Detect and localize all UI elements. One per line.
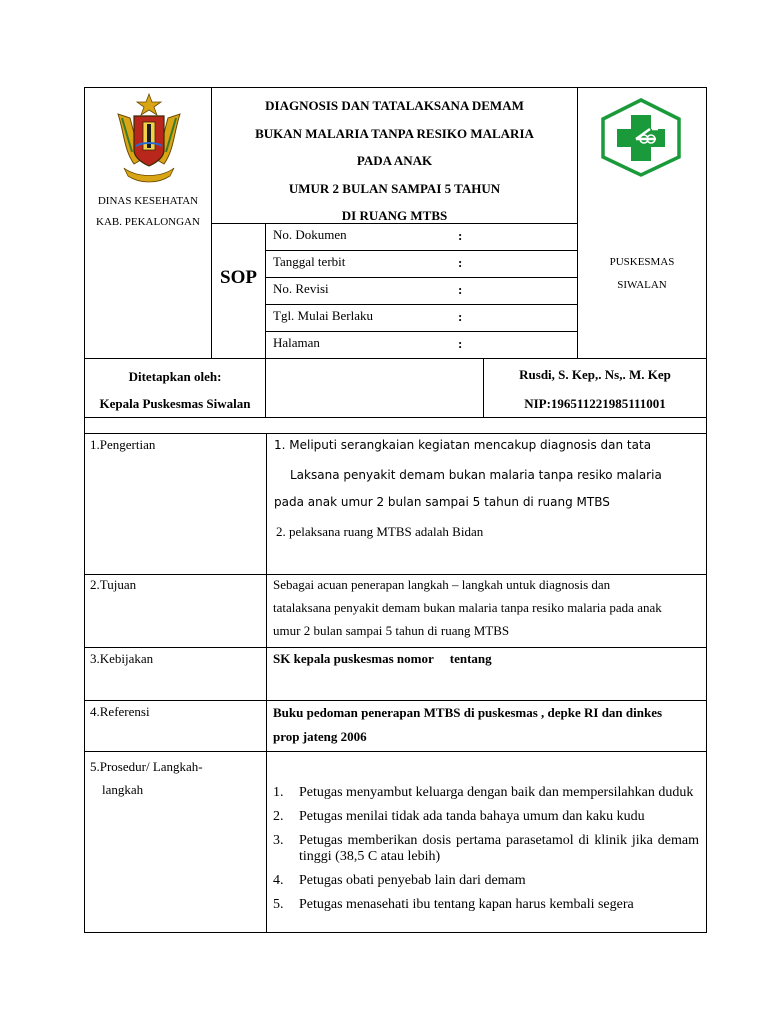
title-line-1: DIAGNOSIS DAN TATALAKSANA DEMAM [265,98,524,113]
step-number: 5. [273,897,284,912]
pengertian-line3: pada anak umur 2 bulan sampai 5 tahun di ruang MTBS [274,495,610,509]
list-item [273,809,699,825]
approval-label-line2: Kepala Puskesmas Siwalan [99,396,251,411]
pengertian-line2: Laksana penyakit demam bukan malaria tanpa resiko malaria [290,468,662,482]
doc-field-label: No. Revisi [273,281,329,296]
doc-field-label: Tanggal terbit [273,254,346,269]
step-number: 4. [273,873,284,888]
title-line-2: BUKAN MALARIA TANPA RESIKO MALARIA [255,125,534,141]
referensi-line2: prop jateng 2006 [273,729,367,744]
step-text: Petugas memberikan dosis pertama parasetamol di klinik jika demam tinggi (38,5 C atau lebih) [299,833,699,864]
step-number: 1. [273,785,284,800]
doc-field-sep: : [458,228,463,243]
step-text: Petugas menilai tidak ada tanda bahaya umum dan kaku kudu [299,809,645,824]
doc-field-no-revisi [273,281,329,297]
title-line-4: UMUR 2 BULAN SAMPAI 5 TAHUN [288,180,501,196]
approval-label [85,363,265,417]
kebijakan-text: SK kepala puskesmas nomor tentang [273,651,492,666]
right-org-line1: PUSKESMAS [609,256,675,268]
left-org-line2: KAB. PEKALONGAN [96,216,200,228]
doc-field-tgl-mulai [273,308,373,324]
doc-field-sep: : [458,336,463,351]
prosedur-label-line2: langkah [102,782,144,797]
doc-field-tanggal-terbit [273,254,345,270]
right-org-name [578,251,706,297]
step-text: Petugas obati penyebab lain dari demam [299,873,526,888]
title-line-3: PADA ANAK [356,153,433,168]
section-label-referensi: 4.Referensi [90,704,150,719]
doc-field-no-dokumen [273,227,347,243]
prosedur-label-line1: 5.Prosedur/ Langkah- [90,759,203,774]
doc-field-sep: : [458,255,463,270]
doc-field-halaman [273,335,320,351]
right-org-line2: SIWALAN [617,279,667,291]
tujuan-line2: tatalaksana penyakit demam bukan malaria tanpa resiko malaria pada anak [273,600,662,615]
approver-info [484,360,706,418]
pengertian-line1: 1. Meliputi serangkaian kegiatan mencakup diagnosis dan tata [274,438,652,452]
left-org-name [86,191,210,233]
sop-label: SOP [220,267,257,288]
puskesmas-logo-icon [598,95,684,179]
list-item [273,873,699,889]
section-label-prosedur [90,755,203,801]
approver-name: Rusdi, S. Kep,. Ns,. M. Kep [519,367,671,382]
prosedur-steps [273,785,699,921]
list-item [273,833,699,865]
doc-field-label: No. Dokumen [273,227,347,242]
pekalongan-emblem-icon [110,92,188,184]
step-text: Petugas menasehati ibu tentang kapan harus kembali segera [299,897,634,912]
document-title [212,92,577,230]
doc-field-label: Tgl. Mulai Berlaku [273,308,374,323]
section-label-pengertian: 1.Pengertian [90,437,156,452]
approval-label-line1: Ditetapkan oleh: [128,369,222,384]
pengertian-line4: 2. pelaksana ruang MTBS adalah Bidan [276,524,484,539]
tujuan-line3: umur 2 bulan sampai 5 tahun di ruang MTBS [273,623,510,638]
approver-nip: NIP:196511221985111001 [524,396,666,411]
title-line-5: DI RUANG MTBS [341,208,448,223]
doc-field-sep: : [458,282,463,297]
doc-field-sep: : [458,309,463,324]
doc-field-label: Halaman [273,335,320,350]
list-item [273,785,699,801]
referensi-line1: Buku pedoman penerapan MTBS di puskesmas , depke RI dan dinkes [273,705,663,720]
list-item [273,897,699,913]
step-number: 2. [273,809,284,824]
section-label-tujuan: 2.Tujuan [90,577,137,592]
section-label-kebijakan: 3.Kebijakan [90,651,154,666]
step-number: 3. [273,833,284,848]
step-text: Petugas menyambut keluarga dengan baik dan mempersilahkan duduk [299,785,694,800]
tujuan-line1: Sebagai acuan penerapan langkah – langkah untuk diagnosis dan [273,577,611,592]
left-org-line1: DINAS KESEHATAN [97,195,199,207]
